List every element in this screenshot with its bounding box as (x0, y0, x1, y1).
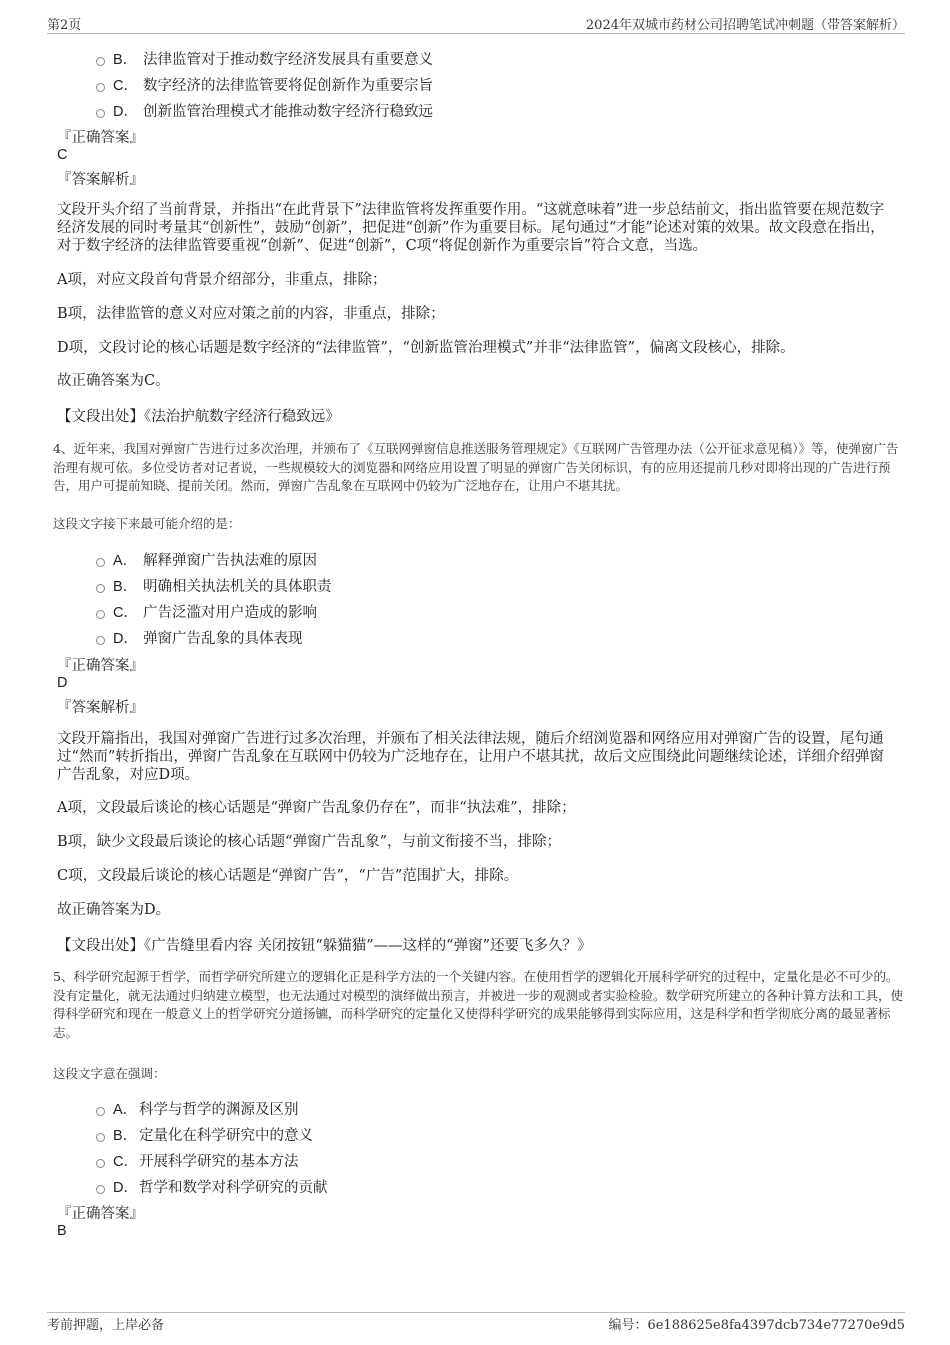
option-letter: C． (113, 1154, 138, 1170)
q3-answer: C (57, 147, 68, 163)
q5-option-a[interactable] (96, 1098, 299, 1119)
option-text: 开展科学研究的基本方法 (139, 1154, 299, 1170)
footer-slogan: 考前押题，上岸必备 (47, 1318, 165, 1333)
q4-analysis-c: C项，文段最后谈论的核心话题是“弹窗广告”，“广告”范围扩大，排除。 (57, 868, 519, 884)
q5-prompt: 这段文字意在强调： (53, 1066, 166, 1081)
radio-icon[interactable] (96, 57, 105, 66)
option-text: 哲学和数学对科学研究的贡献 (139, 1180, 328, 1196)
q5-option-d[interactable] (96, 1176, 328, 1197)
q4-option-b[interactable] (96, 575, 332, 596)
q4-answer-label: 『正确答案』 (57, 658, 144, 674)
option-letter: C． (113, 78, 138, 94)
radio-icon[interactable] (96, 1107, 105, 1116)
radio-icon[interactable] (96, 636, 105, 645)
option-letter: D． (113, 1180, 138, 1196)
q4-analysis-a: A项，文段最后谈论的核心话题是“弹窗广告乱象仍存在”，而非“执法难”，排除； (57, 800, 576, 816)
q3-analysis-label: 『答案解析』 (57, 172, 144, 188)
q5-answer-label: 『正确答案』 (57, 1206, 144, 1222)
radio-icon[interactable] (96, 1159, 105, 1168)
page-number: 第2页 (47, 18, 82, 33)
q5-option-b[interactable] (96, 1124, 313, 1145)
option-text: 法律监管对于推动数字经济发展具有重要意义 (143, 52, 433, 68)
option-letter: B． (113, 52, 138, 68)
q5-answer: B (57, 1223, 67, 1239)
q3-analysis-b: B项，法律监管的意义对应对策之前的内容，非重点，排除； (57, 306, 445, 322)
document-title: 2024年双城市药材公司招聘笔试冲刺题（带答案解析） (585, 18, 905, 33)
q3-option-c[interactable] (96, 74, 433, 95)
option-text: 定量化在科学研究中的意义 (139, 1128, 313, 1144)
q4-analysis-b: B项，缺少文段最后谈论的核心话题“弹窗广告乱象”，与前文衔接不当，排除； (57, 834, 561, 850)
q4-answer: D (57, 675, 68, 691)
q5-stem: 5、科学研究起源于哲学，而哲学研究所建立的逻辑化正是科学方法的一个关键内容。在使用哲学的逻辑化开展科学研究的过程中，定量化是必不可少的。没有定量化，就无法通过归纳建立模型，也无法通过对模型的演绎做出预言，并被进一步的观测或者实验检验。数学研究所建立的各种计算方法和工具，使得科学研究和现在一般意义上的哲学研究分道扬镳，而科学研究的定量化又使得科学研究的成果能够得到实际应用，这是科学和哲学彻底分离的最显著标志。 (53, 969, 904, 1040)
q5-option-c[interactable] (96, 1150, 299, 1171)
q4-analysis-main: 文段开篇指出，我国对弹窗广告进行过多次治理，并颁布了相关法律法规，随后介绍浏览器和网络应用对弹窗广告的设置，尾句通过“然而”转折指出，弹窗广告乱象在互联网中仍较为广泛地存在，让用户不堪其扰，故后文应围绕此问题继续论述，详细介绍弹窗广告乱象，对应D项。 (57, 731, 884, 783)
q3-analysis-main: 文段开头介绍了当前背景，并指出“在此背景下”法律监管将发挥重要作用。“这就意味着”进一步总结前文，指出监管要在规范数字经济发展的同时考量其“创新性”，鼓励“创新”，把促进“创新”作为重要目标。尾句通过“才能”论述对策的效果。故文段意在指出，对于数字经济的法律监管要重视“创新”、促进“创新”，C项“将促创新作为重要宗旨”符合文意，当选。 (57, 202, 885, 254)
option-letter: D． (113, 104, 138, 120)
option-text: 弹窗广告乱象的具体表现 (143, 631, 303, 647)
q4-source: 【文段出处】《广告缝里看内容 关闭按钮“躲猫猫”——这样的“弹窗”还要飞多久？》 (57, 938, 592, 954)
radio-icon[interactable] (96, 1185, 105, 1194)
radio-icon[interactable] (96, 610, 105, 619)
q3-source: 【文段出处】《法治护航数字经济行稳致远》 (57, 409, 340, 425)
q4-option-a[interactable] (96, 549, 317, 570)
option-text: 科学与哲学的渊源及区别 (139, 1102, 299, 1118)
option-letter: C． (113, 605, 138, 621)
q4-option-d[interactable] (96, 627, 303, 648)
q4-analysis-conclusion: 故正确答案为D。 (57, 902, 171, 918)
q4-analysis-label: 『答案解析』 (57, 700, 144, 716)
option-text: 广告泛滥对用户造成的影响 (143, 605, 317, 621)
option-letter: D． (113, 631, 138, 647)
option-text: 解释弹窗广告执法难的原因 (143, 553, 317, 569)
q4-stem: 4、近年来，我国对弹窗广告进行过多次治理，并颁布了《互联网弹窗信息推送服务管理规定》《互联网广告管理办法（公开征求意见稿）》等，使弹窗广告治理有规可依。多位受访者对记者说，一些规模较大的浏览器和网络应用设置了明显的弹窗广告关闭标识，有的应用还提前几秒对即将出现的广告进行预告，用户可提前知晓、提前关闭。然而，弹窗广告乱象在互联网中仍较为广泛地存在，让用户不堪其扰。 (53, 441, 899, 493)
footer-divider (47, 1312, 905, 1313)
q3-option-b[interactable] (96, 48, 433, 69)
option-letter: B． (113, 579, 138, 595)
q3-answer-label: 『正确答案』 (57, 130, 144, 146)
q3-analysis-d: D项，文段讨论的核心话题是数字经济的“法律监管”，“创新监管治理模式”并非“法律监管”，偏离文段核心，排除。 (57, 340, 795, 356)
option-text: 数字经济的法律监管要将促创新作为重要宗旨 (143, 78, 433, 94)
header-divider (47, 33, 905, 34)
radio-icon[interactable] (96, 1133, 105, 1142)
option-letter: A． (113, 1102, 138, 1118)
option-letter: B． (113, 1128, 138, 1144)
q3-analysis-a: A项，对应文段首句背景介绍部分，非重点，排除； (57, 272, 387, 288)
q4-option-c[interactable] (96, 601, 317, 622)
q3-option-d[interactable] (96, 100, 433, 121)
q3-analysis-conclusion: 故正确答案为C。 (57, 373, 170, 389)
radio-icon[interactable] (96, 584, 105, 593)
option-text: 创新监管治理模式才能推动数字经济行稳致远 (143, 104, 433, 120)
option-letter: A． (113, 553, 138, 569)
q4-prompt: 这段文字接下来最可能介绍的是： (53, 516, 241, 531)
radio-icon[interactable] (96, 109, 105, 118)
document-id: 编号：6e188625e8fa4397dcb734e77270e9d5 (608, 1318, 905, 1333)
radio-icon[interactable] (96, 83, 105, 92)
option-text: 明确相关执法机关的具体职责 (143, 579, 332, 595)
radio-icon[interactable] (96, 558, 105, 567)
